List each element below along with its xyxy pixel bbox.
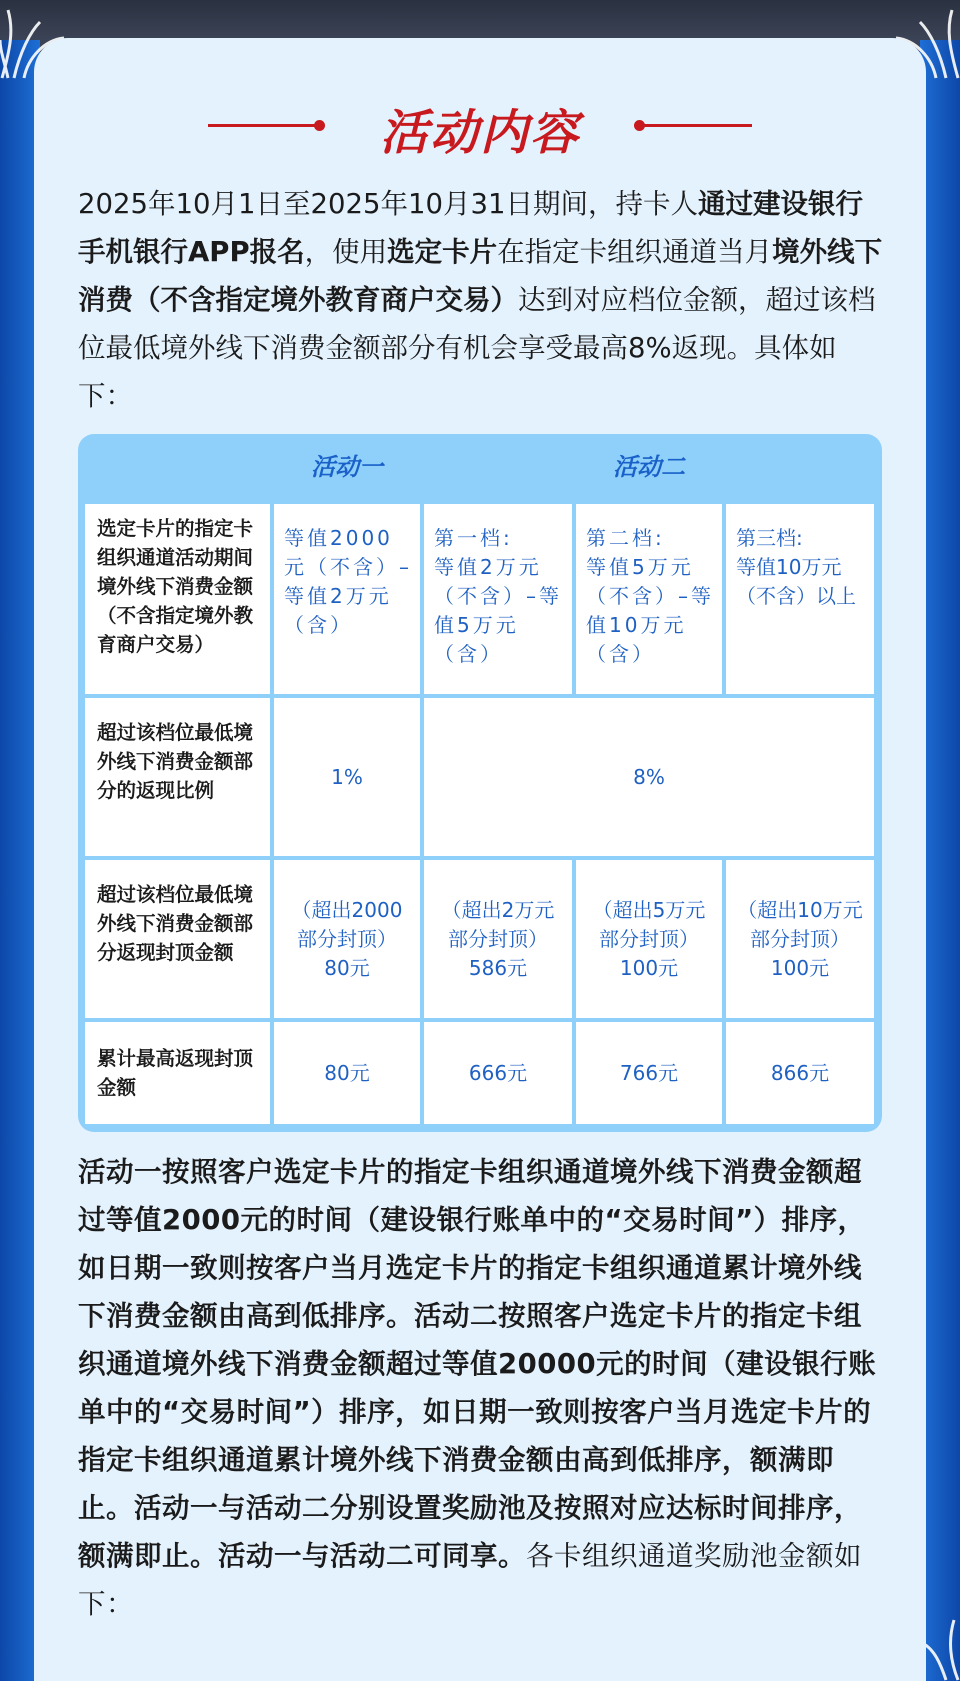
intro-text: 在指定卡组织通道当月 (497, 236, 773, 268)
cell-tier-one-cap: （超出2万元部分封顶）586元 (441, 897, 555, 980)
intro-emphasis: 境外线下消费（不含指定境外教育商户交易） (78, 236, 883, 316)
title-dot-left (314, 120, 325, 131)
cell-tier-one-total: 666元 (468, 1060, 528, 1085)
cell-activity-one-ratio: 1% (331, 764, 363, 789)
cell-activity-one-cap: （超出2000部分封顶）80元 (291, 897, 403, 980)
intro-text: ，使用 (304, 236, 388, 268)
rules-text: 各卡组织通道奖励池金额如下： (78, 1540, 862, 1620)
row-label-total-cap: 累计最高返现封顶金额 (97, 1047, 254, 1099)
row-label-rebate-ratio: 超过该档位最低境外线下消费金额部分的返现比例 (97, 721, 254, 802)
cell-tier-three-range: 第三档: 等值10万元（不含）以上 (736, 526, 856, 608)
header-activity-one: 活动一 (311, 453, 383, 481)
title-divider-right (640, 124, 752, 127)
cell-tier-three-total: 866元 (770, 1060, 830, 1085)
section-title (0, 92, 960, 162)
cell-tier-two-range: 第二档: 等值5万元（不含）–等值10万元（含） (586, 526, 714, 666)
rules-paragraph (78, 1148, 884, 1628)
header-activity-two: 活动二 (613, 453, 685, 481)
row-label-rebate-cap: 超过该档位最低境外线下消费金额部分返现封顶金额 (97, 883, 254, 964)
intro-paragraph (78, 180, 884, 420)
cell-activity-one-range: 等值2000元（不含）–等值2万元（含） (284, 526, 412, 637)
intro-text: 达到对应档位金额，超过该档位最低境外线下消费金额部分有机会享受最高8%返现。具体如下： (78, 284, 876, 412)
rules-text: 活动二按照客户选定卡片的指定卡组织通道境外线下消费金额超过等值20000元的时间（建设银行账单中的“交易时间”）排序，如日期一致则按客户当月选定卡片的指定卡组织通道累计境外线下消费金额由高到低排序，额满即止。 (78, 1300, 877, 1524)
background-right-edge (920, 40, 960, 1681)
rebate-table (78, 434, 882, 1132)
cell-tier-one-range: 第一档: 等值2万元（不含）–等值5万元（含） (434, 526, 562, 666)
title-divider-left (208, 124, 320, 127)
rules-text-bold: 活动一与活动二分别设置奖励池及按照对应达标时间排序，额满即止。活动一与活动二可同享。 (78, 1492, 862, 1572)
cell-tier-two-total: 766元 (619, 1060, 679, 1085)
cell-tier-three-cap: （超出10万元部分封顶）100元 (737, 897, 863, 980)
page-title: 活动内容 (379, 105, 580, 161)
rules-text-bold: 活动一按照客户选定卡片的指定卡组织通道境外线下消费金额超过等值2000元的时间（建设银行账单中的“交易时间”）排序，如日期一致则按客户当月选定卡片的指定卡组织通道累计境外线下消费金额由高到低排序。 (78, 1156, 866, 1332)
cell-activity-two-ratio: 8% (633, 764, 665, 789)
intro-emphasis: 通过建设银行手机银行APP报名 (78, 188, 863, 268)
cell-tier-two-cap: （超出5万元部分封顶）100元 (592, 897, 706, 980)
cell-activity-one-total: 80元 (324, 1060, 370, 1085)
intro-emphasis: 选定卡片 (387, 236, 498, 268)
row-label-spend-range: 选定卡片的指定卡组织通道活动期间境外线下消费金额（不含指定境外教育商户交易） (97, 517, 254, 656)
intro-text: 2025年10月1日至2025年10月31日期间，持卡人 (78, 188, 698, 220)
